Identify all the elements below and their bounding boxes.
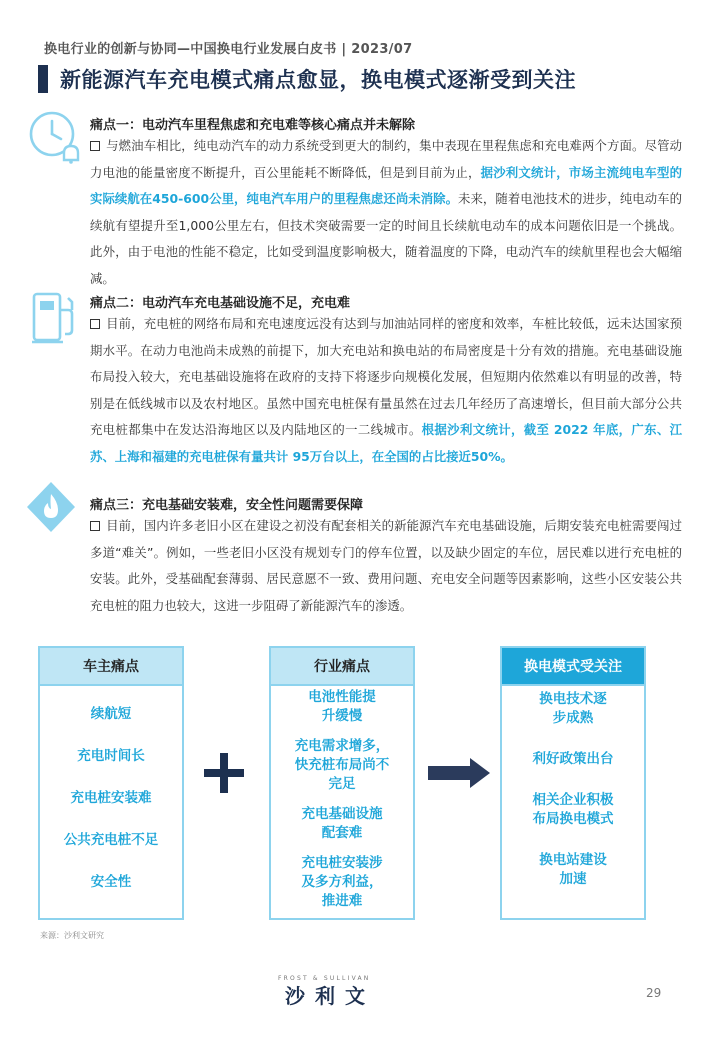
flame-icon xyxy=(24,480,74,530)
clock-bell-icon xyxy=(28,110,78,160)
title-accent-bar xyxy=(38,65,48,93)
section-3-paragraph xyxy=(90,513,682,619)
owner-pain-item: 公共充电桩不足 xyxy=(63,832,159,848)
checkbox-bullet-icon xyxy=(90,319,100,329)
owner-pain-item: 续航短 xyxy=(90,706,132,722)
section-3-heading: 痛点三：充电基础安装难，安全性问题需要保障 xyxy=(90,498,364,513)
section-1-text-continued: 未来，随着电池技术的进步，纯电动车的续航有望提升至1,000公里左右，但技术突破需要一定的时间且长续航电动车的成本问题依旧是一个挑战。此外，由于电池的性能不稳定，比如受到温度影响极大，随着温度的下降，电动汽车的续航里程也会大幅缩减。 xyxy=(90,191,682,286)
owner-pain-points-title: 车主痛点 xyxy=(40,648,182,686)
right-arrow-icon xyxy=(428,757,492,793)
section-1-heading: 痛点一：电动汽车里程焦虑和充电难等核心痛点并未解除 xyxy=(90,118,416,133)
title-text: 新能源汽车充电模式痛点愈显，换电模式逐渐受到关注 xyxy=(60,68,576,92)
checkbox-bullet-icon xyxy=(90,141,100,151)
section-2-highlight: 根据沙利文统计，截至 2022 年底，广东、江苏、上海和福建的充电桩保有量共计 95万台以上，在全国的占比接近50%。 xyxy=(90,422,683,464)
section-2-heading: 痛点二：电动汽车充电基础设施不足，充电难 xyxy=(90,296,351,311)
source-note: 来源：沙利文研究 xyxy=(40,931,104,940)
charging-station-icon xyxy=(30,290,80,340)
owner-pain-item: 充电时间长 xyxy=(77,748,145,764)
industry-pain-points-title: 行业痛点 xyxy=(271,648,413,686)
swap-mode-item: 换电站建设 加速 xyxy=(539,852,607,887)
section-2-text: 目前，充电桩的网络布局和充电速度远没有达到与加油站同样的密度和效率，车桩比较低，远未达国家预期水平。在动力电池尚未成熟的前提下，加大充电站和换电站的布局密度是十分有效的措施。充电基础设施布局投入较大，充电基础设施将在政府的支持下将逐步向规模化发展，但短期内依然难以有明显的改善，特别是在低线城市以及农村地区。虽然中国充电桩保有量虽然在过去几年经历了高速增长，但目前大部分公共充电桩都集中在发达沿海地区以及内陆地区的一二线城市。 xyxy=(90,316,682,438)
document-header: 换电行业的创新与协同—中国换电行业发展白皮书 | 2023/07 xyxy=(44,42,413,57)
industry-pain-item: 充电基础设施 配套难 xyxy=(301,806,383,841)
swap-mode-item: 相关企业积极 布局换电模式 xyxy=(532,792,614,827)
plus-icon xyxy=(204,753,244,793)
swap-mode-item: 利好政策出台 xyxy=(532,751,614,767)
logo-english: FROST & SULLIVAN xyxy=(278,975,371,982)
checkbox-bullet-icon xyxy=(90,521,100,531)
swap-mode-attention-box xyxy=(500,646,646,920)
section-2-paragraph xyxy=(90,311,682,471)
owner-pain-points-box xyxy=(38,646,184,920)
swap-mode-attention-title: 换电模式受关注 xyxy=(502,648,644,686)
section-3-text: 目前，国内许多老旧小区在建设之初没有配套相关的新能源汽车充电基础设施，后期安装充电桩需要闯过多道“难关”。例如，一些老旧小区没有规划专门的停车位置，以及缺少固定的车位，居民难以进行充电桩的安装。此外，受基础配套薄弱、居民意愿不一致、费用问题、充电安全问题等因素影响，这些小区安装公共充电桩的阻力也较大，这进一步阻碍了新能源汽车的渗透。 xyxy=(90,518,682,613)
section-1-paragraph xyxy=(90,133,682,293)
section-1-text: 与燃油车相比，纯电动汽车的动力系统受到更大的制约，集中表现在里程焦虑和充电难两个方面。尽管动力电池的能量密度不断提升，百公里能耗不断降低，但是到目前为止， xyxy=(90,138,682,180)
owner-pain-item: 充电桩安装难 xyxy=(70,790,152,806)
page-number: 29 xyxy=(646,986,662,1000)
industry-pain-item: 充电需求增多， 快充桩布局尚不 完足 xyxy=(294,738,390,792)
industry-pain-item: 电池性能提 升缓慢 xyxy=(308,689,376,724)
section-1-highlight: 据沙利文统计，市场主流纯电车型的实际续航在450-600公里，纯电汽车用户的里程焦虑还尚未消除。 xyxy=(90,164,683,207)
page-title xyxy=(38,64,576,94)
swap-mode-item: 换电技术逐 步成熟 xyxy=(539,691,607,726)
logo: 沙利文 xyxy=(285,984,375,1008)
industry-pain-points-box xyxy=(269,646,415,920)
industry-pain-item: 充电桩安装涉 及多方利益， 推进难 xyxy=(301,855,383,909)
owner-pain-item: 安全性 xyxy=(90,874,132,890)
